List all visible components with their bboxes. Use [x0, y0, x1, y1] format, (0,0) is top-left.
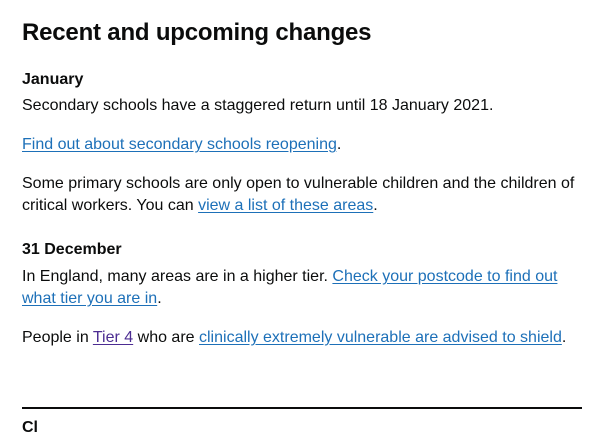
postcode-tier-link[interactable]: Check your postcode to find out what tier you are in — [22, 268, 558, 307]
shielding-advice-link[interactable]: clinically extremely vulnerable are advised to shield — [199, 329, 562, 346]
tier-4-link[interactable]: Tier 4 — [92, 329, 134, 346]
january-section — [22, 70, 582, 217]
secondary-schools-text: Secondary schools have a staggered return until 18 January 2021. — [22, 97, 494, 114]
tier-text: In England, many areas are in a higher tier. — [22, 268, 333, 285]
secondary-schools-reopening-link[interactable]: Find out about secondary schools reopening — [22, 136, 337, 153]
primary-schools-paragraph — [22, 173, 582, 217]
primary-schools-text: Some primary schools are only open to vulnerable children and the children of critical workers. You can — [22, 175, 575, 214]
period: . — [561, 329, 567, 346]
areas-list-link[interactable]: view a list of these areas — [198, 197, 374, 214]
secondary-schools-reopening-paragraph — [22, 134, 582, 156]
next-section-heading: Cl — [22, 419, 38, 436]
period: . — [373, 197, 378, 214]
december-section — [22, 240, 582, 349]
period: . — [336, 136, 342, 153]
tier-paragraph — [22, 266, 582, 310]
section-divider — [22, 407, 582, 409]
december-heading: 31 December — [22, 241, 122, 258]
period: . — [157, 290, 162, 307]
shielding-text-start: People in — [22, 329, 93, 346]
shielding-paragraph — [22, 327, 582, 349]
january-heading: January — [22, 71, 84, 88]
shielding-text-middle: who are — [133, 329, 199, 346]
page-title: Recent and upcoming changes — [22, 19, 372, 46]
